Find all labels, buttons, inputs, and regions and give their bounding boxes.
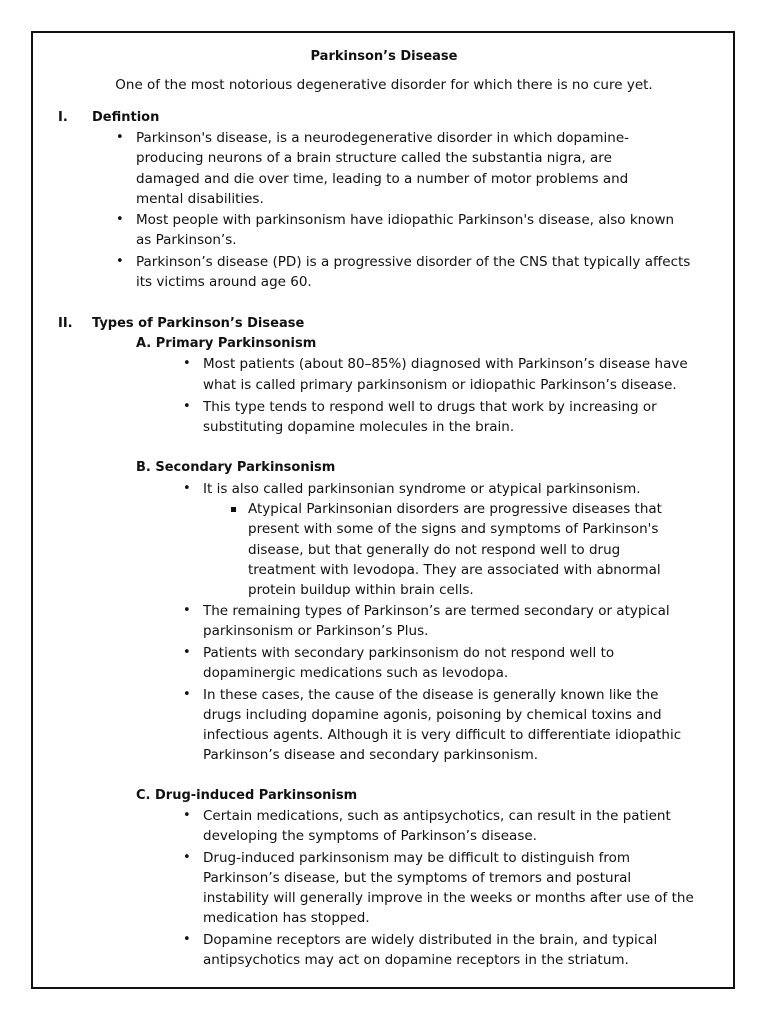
list-item-line: Drug-induced parkinsonism may be difficult to distinguish from [203, 850, 631, 866]
section-numeral: II. [58, 316, 73, 331]
list-item-line: Parkinson’s disease, but the symptoms of tremors and postural [203, 870, 632, 886]
list-item-line: producing neurons of a brain structure called the substantia nigra, are [136, 150, 612, 166]
list-item-line: Patients with secondary parkinsonism do not respond well to [203, 645, 615, 661]
list-item-line: This type tends to respond well to drugs that work by increasing or [203, 399, 657, 415]
list-item-line: Parkinson’s disease (PD) is a progressive disorder of the CNS that typically affects [136, 254, 691, 270]
list-item-line: infectious agents. Although it is very difficult to differentiate idiopathic [203, 727, 682, 743]
list-item-line: Most people with parkinsonism have idiopathic Parkinson's disease, also known [136, 212, 675, 228]
document-title: Parkinson’s Disease [310, 49, 458, 64]
list-item-line: In these cases, the cause of the disease is generally known like the [203, 687, 659, 703]
bullet-icon: • [183, 687, 191, 702]
bullet-icon: • [183, 481, 191, 496]
section-numeral: I. [58, 110, 68, 125]
list-item-line: substituting dopamine molecules in the brain. [203, 419, 515, 435]
list-item-line: parkinsonism or Parkinson’s Plus. [203, 623, 429, 639]
bullet-icon: • [183, 808, 191, 823]
bullet-icon: • [183, 645, 191, 660]
list-item-line: dopaminergic medications such as levodopa. [203, 665, 509, 681]
bullet-icon: • [183, 932, 191, 947]
list-item-line: medication has stopped. [203, 910, 370, 926]
bullet-icon: • [116, 254, 124, 269]
list-item-line: It is also called parkinsonian syndrome or atypical parkinsonism. [203, 481, 641, 497]
bullet-icon: • [183, 356, 191, 371]
list-item-line: developing the symptoms of Parkinson’s disease. [203, 828, 537, 844]
list-item-line: Most patients (about 80–85%) diagnosed with Parkinson’s disease have [203, 356, 688, 372]
list-item-line: Certain medications, such as antipsychotics, can result in the patient [203, 808, 671, 824]
bullet-icon: • [183, 850, 191, 865]
list-item-line: treatment with levodopa. They are associated with abnormal [248, 562, 661, 578]
list-item-line: what is called primary parkinsonism or idiopathic Parkinson’s disease. [203, 377, 677, 393]
section-heading: Defintion [92, 110, 160, 125]
list-item-line: mental disabilities. [136, 191, 264, 207]
section-heading: Types of Parkinson’s Disease [92, 316, 305, 331]
list-item-line: instability will generally improve in the weeks or months after use of the [203, 890, 694, 906]
list-item-line: Dopamine receptors are widely distributed in the brain, and typical [203, 932, 658, 948]
subsection-heading: B. Secondary Parkinsonism [136, 460, 336, 475]
document-subtitle: One of the most notorious degenerative disorder for which there is no cure yet. [115, 77, 653, 93]
list-item-line: present with some of the signs and symptoms of Parkinson's [248, 521, 659, 537]
subsection-heading: A. Primary Parkinsonism [136, 336, 317, 351]
list-item-line: Parkinson's disease, is a neurodegenerative disorder in which dopamine- [136, 130, 630, 146]
bullet-icon: • [183, 399, 191, 414]
list-item-line: disease, but that generally do not respond well to drug [248, 542, 621, 558]
bullet-icon: • [116, 130, 124, 145]
list-item-line: protein buildup within brain cells. [248, 582, 474, 598]
list-item-line: as Parkinson’s. [136, 232, 237, 248]
list-item-line: drugs including dopamine agonis, poisoning by chemical toxins and [203, 707, 662, 723]
list-item-line: Parkinson’s disease and secondary parkinsonism. [203, 747, 539, 763]
bullet-icon: • [183, 603, 191, 618]
list-item-line: antipsychotics may act on dopamine receptors in the striatum. [203, 952, 629, 968]
list-item-line: damaged and die over time, leading to a number of motor problems and [136, 171, 629, 187]
square-bullet-icon [231, 507, 236, 512]
list-item-line: Atypical Parkinsonian disorders are progressive diseases that [248, 501, 662, 517]
subsection-heading: C. Drug-induced Parkinsonism [136, 788, 358, 803]
bullet-icon: • [116, 212, 124, 227]
list-item-line: its victims around age 60. [136, 274, 312, 290]
list-item-line: The remaining types of Parkinson’s are termed secondary or atypical [203, 603, 670, 619]
